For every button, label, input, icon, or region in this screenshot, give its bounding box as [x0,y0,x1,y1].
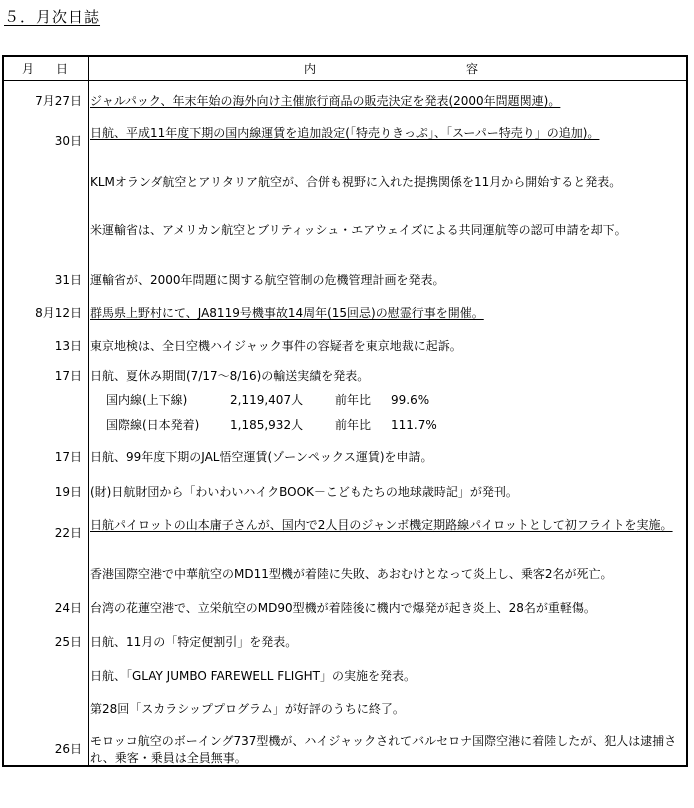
entry-date: 13日 [54,339,82,353]
entry-text: 日航、「GLAY JUMBO FAREWELL FLIGHT」の実施を発表。 [90,669,416,683]
traffic-row [106,417,437,433]
entry-text: KLMオランダ航空とアリタリア航空が、合併も視野に入れた提携関係を11月から開始すると発表。 [90,175,622,189]
header-divider [4,80,686,81]
entry-date: 7月27日 [35,94,82,108]
traffic-ratio-label: 前年比 [335,418,372,432]
entry-date: 31日 [54,273,82,287]
entry-text: モロッコ航空のボーイング737型機が、ハイジャックされてバルセロナ国際空港に着陸したが、犯人は逮捕され、乗客・乗員は全員無事。 [90,734,677,765]
diary-table [2,55,688,767]
entry-date: 19日 [54,485,82,499]
entry-date: 17日 [54,450,82,464]
entry-text: (財)日航財団から「わいわいハイクBOOK－こどもたちの地球歳時記」が発刊。 [90,485,518,499]
traffic-ratio-label: 前年比 [335,393,372,407]
entry-date: 25日 [54,635,82,649]
traffic-ratio: 99.6% [391,393,430,407]
entry-text: 日航パイロットの山本庸子さんが、国内で2人目のジャンボ機定期路線パイロットとして初フライトを実施。 [90,518,673,532]
entry-text: 東京地検は、全日空機ハイジャック事件の容疑者を東京地裁に起訴。 [90,339,462,353]
column-divider [88,57,89,765]
entry-text: 日航、夏休み期間(7/17～8/16)の輸送実績を発表。 [90,369,370,383]
entry-date: 8月12日 [35,306,82,320]
header-contents-1: 内 [304,62,317,76]
entry-date: 24日 [54,601,82,615]
entry-text: 日航、99年度下期のJAL悟空運賃(ゾーンペックス運賃)を申請。 [90,450,433,464]
entry-text: 香港国際空港で中華航空のMD11型機が着陸に失敗、あおむけとなって炎上し、乗客2名が死亡。 [90,567,613,581]
entry-text: 第28回「スカラシッププログラム」が好評のうちに終了。 [90,702,405,716]
traffic-value: 1,185,932人 [230,418,304,432]
entry-text: 群馬県上野村にて、JA8119号機事故14周年(15回忌)の慰霊行事を開催。 [90,306,484,320]
traffic-label: 国際線(日本発着) [106,418,200,432]
header-date: 月日 [22,62,91,76]
entry-text: 米運輸省は、アメリカン航空とブリティッシュ・エアウェイズによる共同運航等の認可申請を却下。 [90,223,627,237]
header-contents-2: 容 [466,62,479,76]
entry-text: ジャルパック、年末年始の海外向け主催旅行商品の販売決定を発表(2000年問題関連)。 [90,94,561,108]
entry-date: 30日 [54,134,82,148]
traffic-value: 2,119,407人 [230,393,304,407]
entry-date: 26日 [54,742,82,756]
entry-text: 日航、平成11年度下期の国内線運賃を追加設定(「特売りきっぷ」、「スーパー特売り」の追加)。 [90,126,600,140]
entry-date: 17日 [54,369,82,383]
entry-text: 台湾の花蓮空港で、立栄航空のMD90型機が着陸後に機内で爆発が起き炎上、28名が重軽傷。 [90,601,596,615]
entry-text: 運輸省が、2000年問題に関する航空管制の危機管理計画を発表。 [90,273,445,287]
traffic-label: 国内線(上下線) [106,393,188,407]
page-title: ５．月次日誌 [4,8,101,26]
entry-date: 22日 [54,526,82,540]
traffic-ratio: 111.7% [391,418,437,432]
entry-text: 日航、11月の「特定便割引」を発表。 [90,635,298,649]
